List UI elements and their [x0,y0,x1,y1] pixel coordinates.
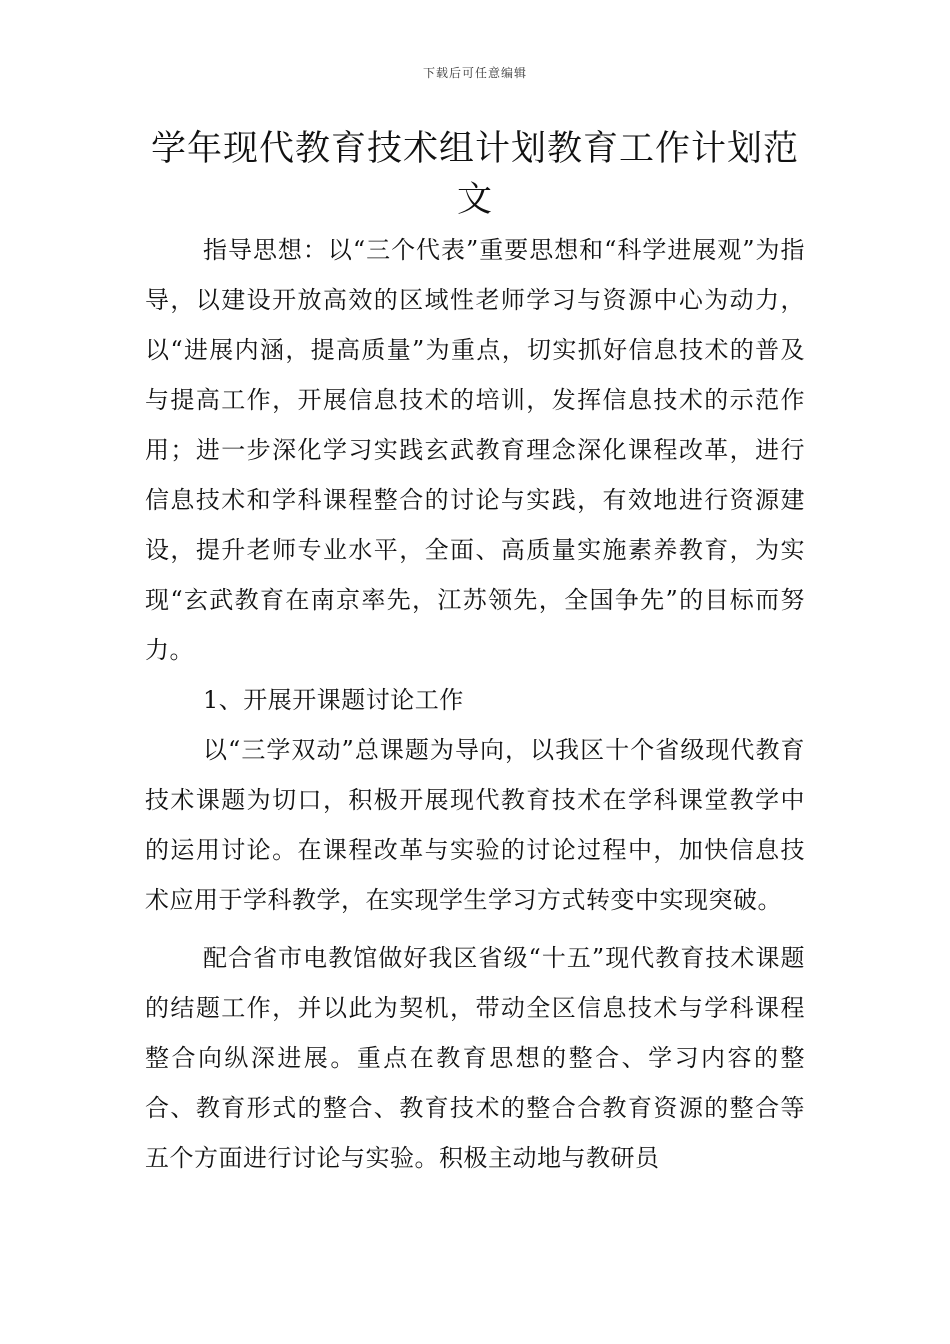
document-body [145,225,805,1183]
document-title: 学年现代教育技术组计划教育工作计划范文 [150,129,799,220]
header-note: 下载后可任意编辑 [422,66,527,80]
paragraph-guiding-ideology: 指导思想：以“三个代表”重要思想和“科学进展观”为指导，以建设开放高效的区域性老师学习与资源中心为动力，以“进展内涵，提高质量”为重点，切实抓好信息技术的普及与提高工作，开展信息技术的培训，发挥信息技术的示范作用；进一步深化学习实践玄武教育理念深化课程改革，进行信息技术和学科课程整合的讨论与实践，有效地进行资源建设，提升老师专业水平，全面、高质量实施素养教育，为实现“玄武教育在南京率先，江苏领先，全国争先”的目标而努力。 [145,236,805,664]
paragraph-research-1: 以“三学双动”总课题为导向，以我区十个省级现代教育技术课题为切口，积极开展现代教育技术在学科课堂教学中的运用讨论。在课程改革与实验的讨论过程中，加快信息技术应用于学科教学，在实现学生学习方式转变中实现突破。 [145,736,805,914]
paragraph-research-2: 配合省市电教馆做好我区省级“十五”现代教育技术课题的结题工作，并以此为契机，带动全区信息技术与学科课程整合向纵深进展。重点在教育思想的整合、学习内容的整合、教育形式的整合、教育技术的整合合教育资源的整合等五个方面进行讨论与实验。积极主动地与教研员 [145,944,805,1172]
section-heading-1: 1、开展开课题讨论工作 [203,686,464,714]
